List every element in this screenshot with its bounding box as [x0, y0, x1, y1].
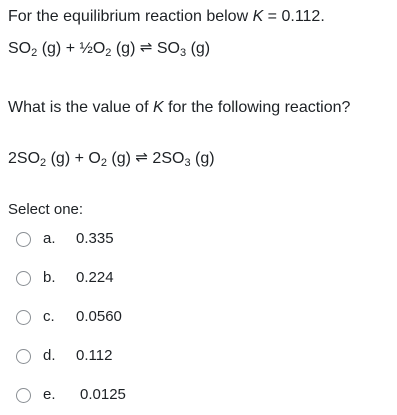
answer-option-b[interactable] [16, 266, 114, 290]
subscript: 2 [100, 157, 107, 169]
prompt-text: for the following reaction? [163, 99, 351, 116]
subscript: 3 [184, 157, 191, 169]
subscript: 3 [180, 47, 187, 59]
radio-button[interactable] [16, 271, 31, 286]
option-value: 0.224 [76, 269, 114, 286]
k-symbol: K [152, 99, 164, 116]
reaction-2-text: 2SO [8, 150, 41, 167]
answer-option-c[interactable] [16, 305, 122, 329]
reaction-2-text: (g) [106, 150, 136, 167]
option-letter: b. [43, 269, 56, 286]
reaction-2-text: (g) + O [46, 150, 101, 167]
reaction-1-text: (g) [186, 40, 211, 57]
reaction-1-text: (g) [111, 40, 140, 57]
equilibrium-arrow-icon: ⇌ [139, 39, 153, 56]
reaction-1-text: SO [152, 40, 180, 57]
answer-option-e[interactable] [16, 383, 126, 407]
reaction-1 [8, 39, 210, 59]
reaction-1-text: (g) + ½O [37, 40, 106, 57]
question-intro [8, 7, 325, 27]
question-prompt [8, 98, 350, 118]
reaction-2-text: 2SO [147, 150, 185, 167]
option-letter: c. [43, 308, 55, 325]
intro-text: For the equilibrium reaction below [8, 8, 253, 25]
option-value: 0.112 [76, 347, 113, 364]
k-symbol: K [252, 8, 264, 25]
option-value: 0.0560 [76, 308, 122, 325]
select-one-label: Select one: [8, 201, 84, 218]
k-value: = 0.112. [263, 8, 325, 25]
prompt-text: What is the value of [8, 99, 153, 116]
radio-button[interactable] [16, 349, 31, 364]
subscript: 2 [40, 157, 47, 169]
reaction-2 [8, 149, 215, 169]
subscript: 2 [31, 47, 38, 59]
option-letter: d. [43, 347, 56, 364]
option-value: 0.0125 [80, 386, 126, 403]
option-letter: a. [43, 230, 56, 247]
radio-button[interactable] [16, 388, 31, 403]
option-value: 0.335 [76, 230, 114, 247]
answer-option-a[interactable] [16, 227, 114, 251]
radio-button[interactable] [16, 232, 31, 247]
option-letter: e. [43, 386, 56, 403]
reaction-1-text: SO [8, 40, 32, 57]
reaction-2-text: (g) [190, 150, 215, 167]
radio-button[interactable] [16, 310, 31, 325]
answer-option-d[interactable] [16, 344, 113, 368]
subscript: 2 [105, 47, 112, 59]
equilibrium-arrow-icon: ⇌ [135, 149, 148, 166]
